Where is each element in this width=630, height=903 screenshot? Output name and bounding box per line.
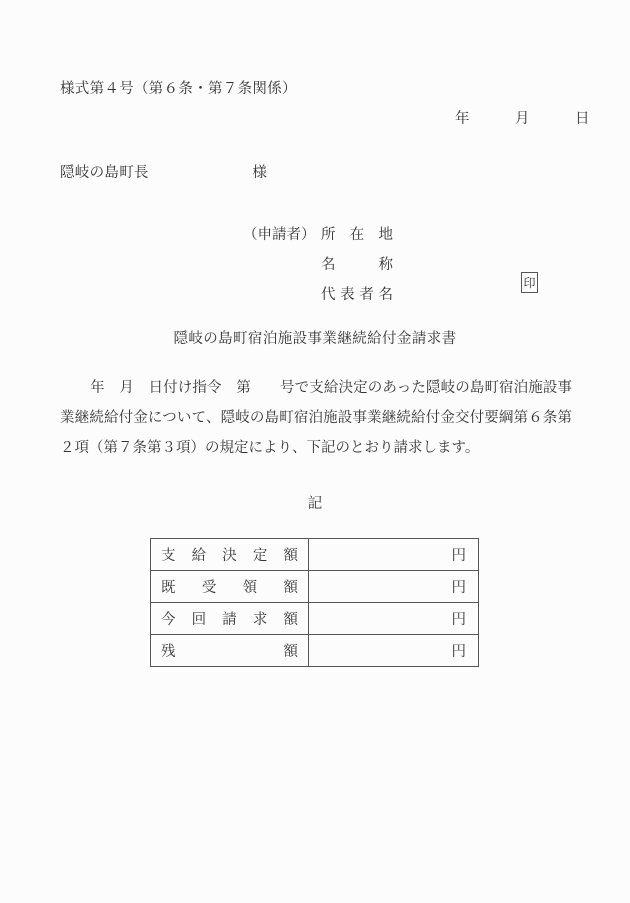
table-label-balance: 残額: [151, 635, 309, 667]
table-value-already-received[interactable]: 円: [309, 571, 479, 603]
form-number: 様式第４号（第６条・第７条関係）: [60, 81, 297, 97]
table-row: [151, 539, 479, 571]
table-value-current-claim[interactable]: 円: [309, 603, 479, 635]
amount-table: [150, 538, 479, 667]
table-label-already-received: 既受領額: [151, 571, 309, 603]
body-line-3: ７条第３項）の規定により、下記のとおり請求します。: [118, 440, 480, 456]
table-value-balance[interactable]: 円: [309, 635, 479, 667]
document-title: 隠岐の島町宿泊施設事業継続給付金請求書: [173, 331, 457, 347]
applicant-row-address: [243, 218, 393, 248]
body-line-2: 続給付金について、隠岐の島町宿泊施設事業継続給付金交付要綱第６条第２項（第: [60, 410, 573, 456]
applicant-label-name: 名称: [321, 256, 393, 273]
table-label-current-claim: 今回請求額: [151, 603, 309, 635]
applicant-row-name: [243, 248, 393, 278]
body-paragraph: [60, 373, 572, 463]
body-line-1: 年 月 日付け指令 第 号で支給決定のあった隠岐の島町宿泊施設事業継: [60, 380, 572, 426]
applicant-label-representative: 代表者名: [321, 286, 393, 303]
addressee-line: 隠岐の島町長 様: [60, 165, 268, 181]
ki-marker: 記: [307, 496, 323, 512]
applicant-row-representative: [243, 278, 393, 308]
date-line: 年 月 日: [455, 111, 590, 127]
table-row: [151, 635, 479, 667]
table-value-payment-decision[interactable]: 円: [309, 539, 479, 571]
applicant-block: [243, 218, 536, 308]
seal-stamp-box: 印: [521, 272, 538, 293]
table-row: [151, 571, 479, 603]
applicant-label-address: 所在地: [321, 226, 393, 243]
table-row: [151, 603, 479, 635]
applicant-tag: （申請者）: [243, 226, 316, 243]
table-label-payment-decision: 支給決定額: [151, 539, 309, 571]
